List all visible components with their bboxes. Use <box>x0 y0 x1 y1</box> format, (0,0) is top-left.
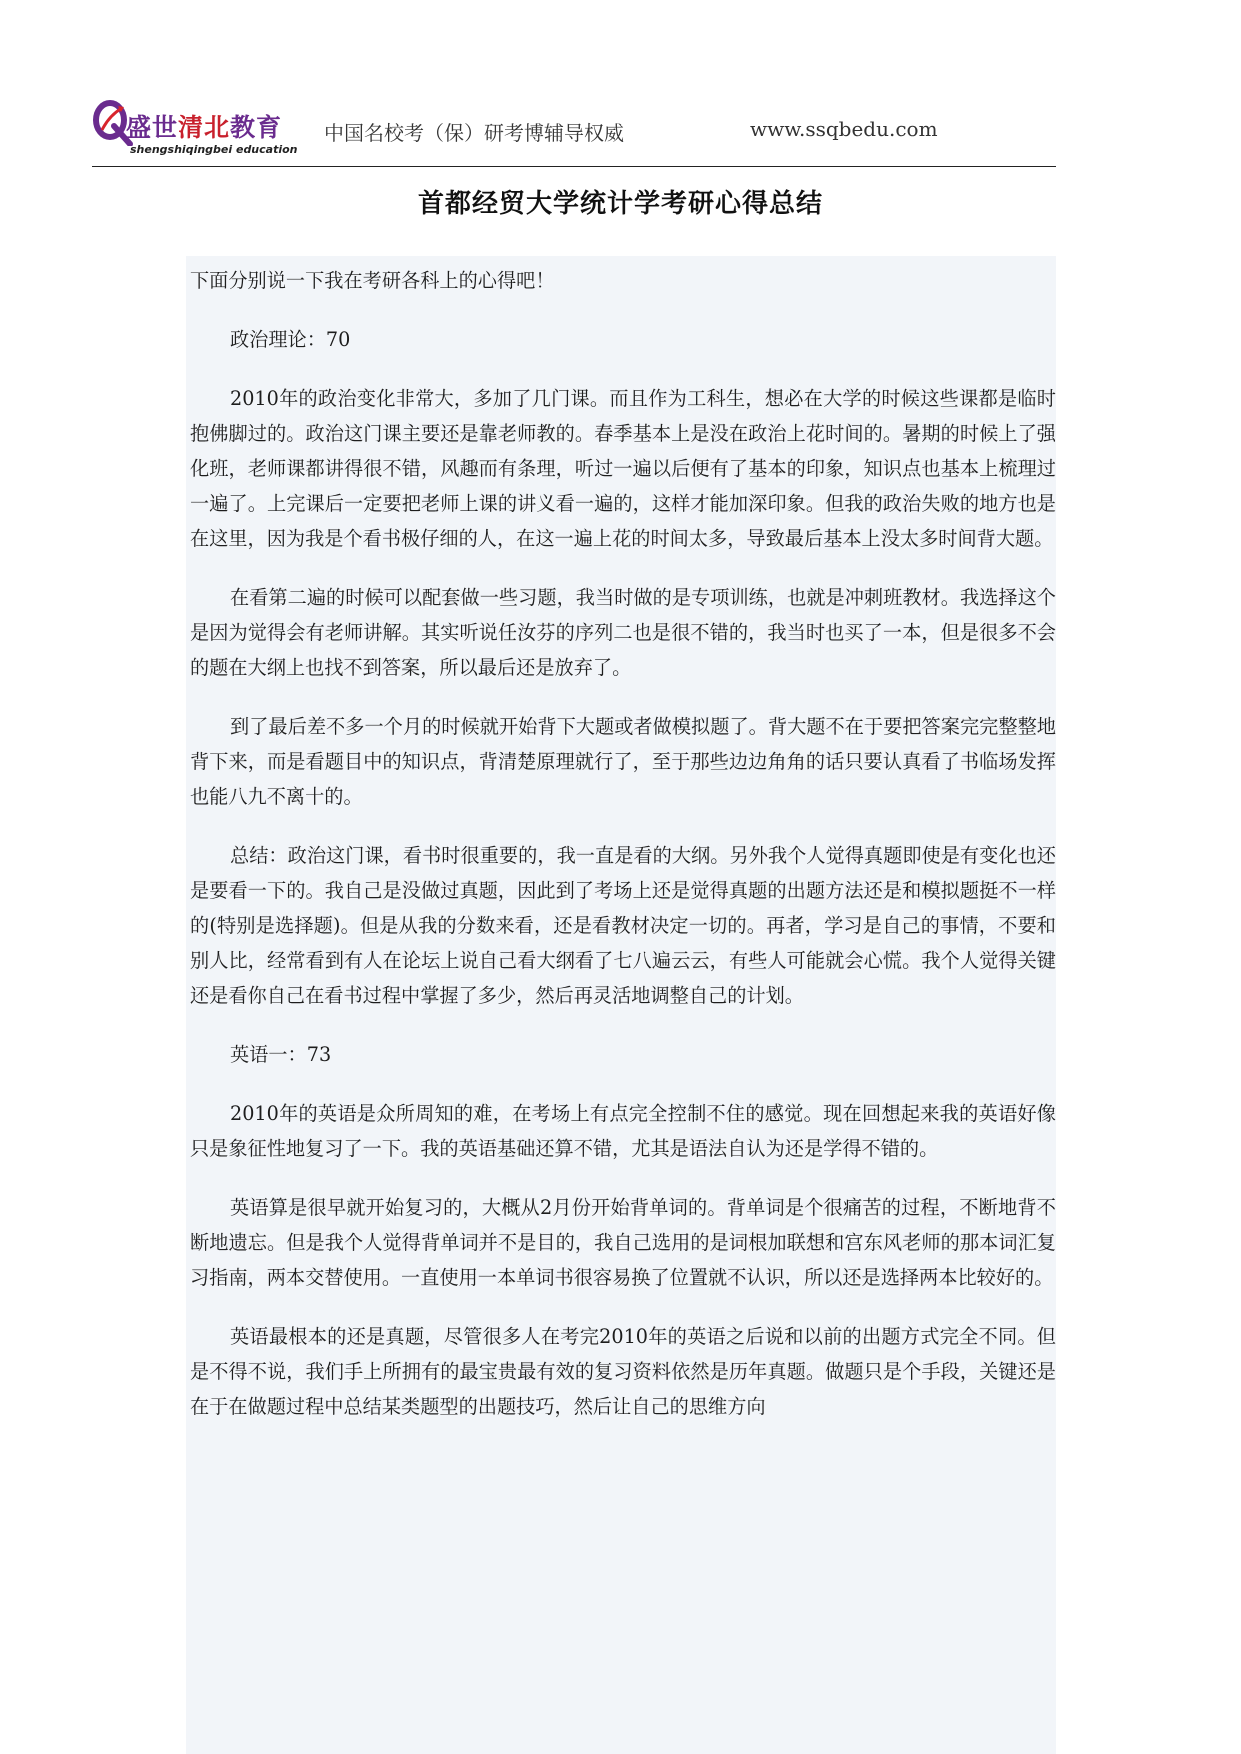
body-paragraph: 2010年的政治变化非常大，多加了几门课。而且作为工科生，想必在大学的时候这些课都是临时抱佛脚过的。政治这门课主要还是靠老师教的。春季基本上是没在政治上花时间的。暑期的时候上了强化班，老师课都讲得很不错，风趣而有条理，听过一遍以后便有了基本的印象，知识点也基本上梳理过一遍了。上完课后一定要把老师上课的讲义看一遍的，这样才能加深印象。但我的政治失败的地方也是在这里，因为我是个看书极仔细的人，在这一遍上花的时间太多，导致最后基本上没太多时间背大题。 <box>190 387 1056 550</box>
header-website: www.ssqbedu.com <box>750 117 938 141</box>
document-title: 首都经贸大学统计学考研心得总结 <box>417 189 823 219</box>
page-header <box>92 100 1056 166</box>
body-paragraph: 英语最根本的还是真题，尽管很多人在考完2010年的英语之后说和以前的出题方式完全不同。但是不得不说，我们手上所拥有的最宝贵最有效的复习资料依然是历年真题。做题只是个手段，关键还是在于在做题过程中总结某类题型的出题技巧，然后让自己的思维方向 <box>190 1325 1056 1418</box>
section-heading-english: 英语一：73 <box>230 1043 332 1066</box>
body-paragraph: 到了最后差不多一个月的时候就开始背下大题或者做模拟题了。背大题不在于要把答案完完整整地背下来，而是看题目中的知识点，背清楚原理就行了，至于那些边边角角的话只要认真看了书临场发挥也能八九不离十的。 <box>190 715 1056 808</box>
header-slogan: 中国名校考（保）研考博辅导权威 <box>324 121 624 145</box>
brand-logo <box>92 100 298 162</box>
body-paragraph: 在看第二遍的时候可以配套做一些习题，我当时做的是专项训练，也就是冲刺班教材。我选择这个是因为觉得会有老师讲解。其实听说任汝芬的序列二也是很不错的，我当时也买了一本，但是很多不会的题在大纲上也找不到答案，所以最后还是放弃了。 <box>190 586 1056 679</box>
body-paragraph: 英语算是很早就开始复习的，大概从2月份开始背单词的。背单词是个很痛苦的过程，不断地背不断地遗忘。但是我个人觉得背单词并不是目的，我自己选用的是词根加联想和宫东风老师的那本词汇复习指南，两本交替使用。一直使用一本单词书很容易换了位置就不认识，所以还是选择两本比较好的。 <box>190 1196 1056 1289</box>
section-heading-politics: 政治理论：70 <box>230 328 351 351</box>
header-divider <box>92 166 1056 167</box>
logo-chinese-name: 盛世清北教育 <box>126 113 283 142</box>
logo-english-name: shengshiqingbei education <box>130 143 298 156</box>
intro-paragraph: 下面分别说一下我在考研各科上的心得吧！ <box>190 269 555 292</box>
document-body <box>186 256 1056 1754</box>
body-paragraph: 2010年的英语是众所周知的难，在考场上有点完全控制不住的感觉。现在回想起来我的英语好像只是象征性地复习了一下。我的英语基础还算不错，尤其是语法自认为还是学得不错的。 <box>190 1102 1056 1160</box>
body-paragraph: 总结：政治这门课，看书时很重要的，我一直是看的大纲。另外我个人觉得真题即使是有变化也还是要看一下的。我自己是没做过真题，因此到了考场上还是觉得真题的出题方法还是和模拟题挺不一样的(特别是选择题)。但是从我的分数来看，还是看教材决定一切的。再者，学习是自己的事情，不要和别人比，经常看到有人在论坛上说自己看大纲看了七八遍云云，有些人可能就会心慌。我个人觉得关键还是看你自己在看书过程中掌握了多少，然后再灵活地调整自己的计划。 <box>190 844 1056 1007</box>
